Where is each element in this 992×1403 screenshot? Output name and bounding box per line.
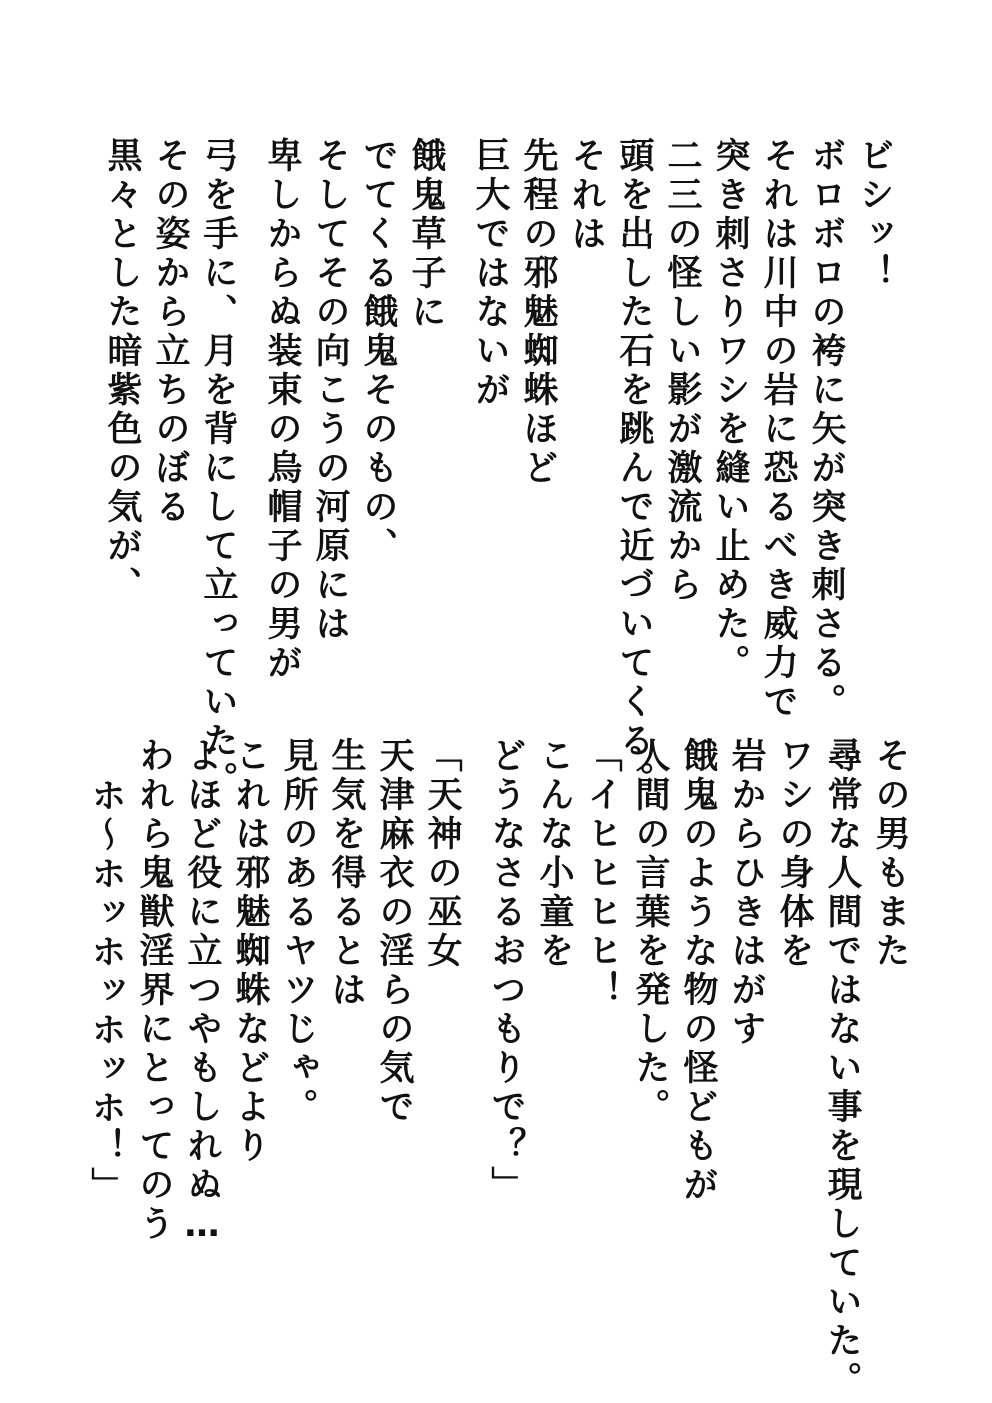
text-column: 頭を出した石を跳んで近づいてくる。 xyxy=(614,137,654,800)
text-column: これは邪魅蜘蛛などより xyxy=(230,737,270,1166)
text-column: 人間の言葉を発した。 xyxy=(630,737,670,1127)
text-column: その男もまた xyxy=(870,737,910,971)
text-column: ボロボロの袴に矢が突き刺さる。 xyxy=(806,137,846,722)
text-column: 尋常な人間ではない事を現していた。 xyxy=(822,737,862,1400)
text-column: 巨大ではないが xyxy=(470,137,510,410)
text-column: でてくる餓鬼そのもの、 xyxy=(358,137,398,566)
text-column: われら鬼獣淫界にとってのう xyxy=(134,737,174,1244)
text-column: 天津麻衣の淫らの気で xyxy=(374,737,414,1127)
text-column: 卑しからぬ装束の烏帽子の男が xyxy=(262,137,302,683)
text-column: その姿から立ちのぼる xyxy=(150,137,190,527)
text-column: それは川中の岩に恐るべき威力で xyxy=(758,137,798,722)
text-column: どうなさるおつもりで？」 xyxy=(486,737,526,1205)
text-column: 餓鬼のような物の怪どもが xyxy=(678,737,718,1205)
text-column: 黒々とした暗紫色の気が、 xyxy=(102,137,142,605)
text-column: 生気を得るとは xyxy=(326,737,366,1010)
text-column: 「イヒヒヒヒ！ xyxy=(582,737,622,1010)
text-column: 餓鬼草子に xyxy=(406,137,446,332)
text-column: 見所のあるヤツじゃ。 xyxy=(278,737,318,1127)
text-column: ビシッ！ xyxy=(854,137,894,293)
text-column: ワシの身体を xyxy=(774,737,814,971)
text-column: 先程の邪魅蜘蛛ほど xyxy=(518,137,558,488)
text-column: よほど役に立つやもしれぬ… xyxy=(182,737,222,1249)
text-column: 弓を手に、月を背にして立っていた。 xyxy=(198,137,238,800)
text-column: それは xyxy=(566,137,606,254)
text-column: 二三の怪しい影が激流から xyxy=(662,137,702,605)
text-column: 突き刺さりワシを縫い止めた。 xyxy=(710,137,750,683)
text-column: そしてその向こうの河原には xyxy=(310,137,350,644)
text-column: 岩からひきはがす xyxy=(726,737,766,1049)
text-column: 「天神の巫女 xyxy=(422,737,462,971)
text-column: こんな小童を xyxy=(534,737,574,971)
text-column: ホ～ホッホッホッホ！」 xyxy=(86,777,126,1206)
